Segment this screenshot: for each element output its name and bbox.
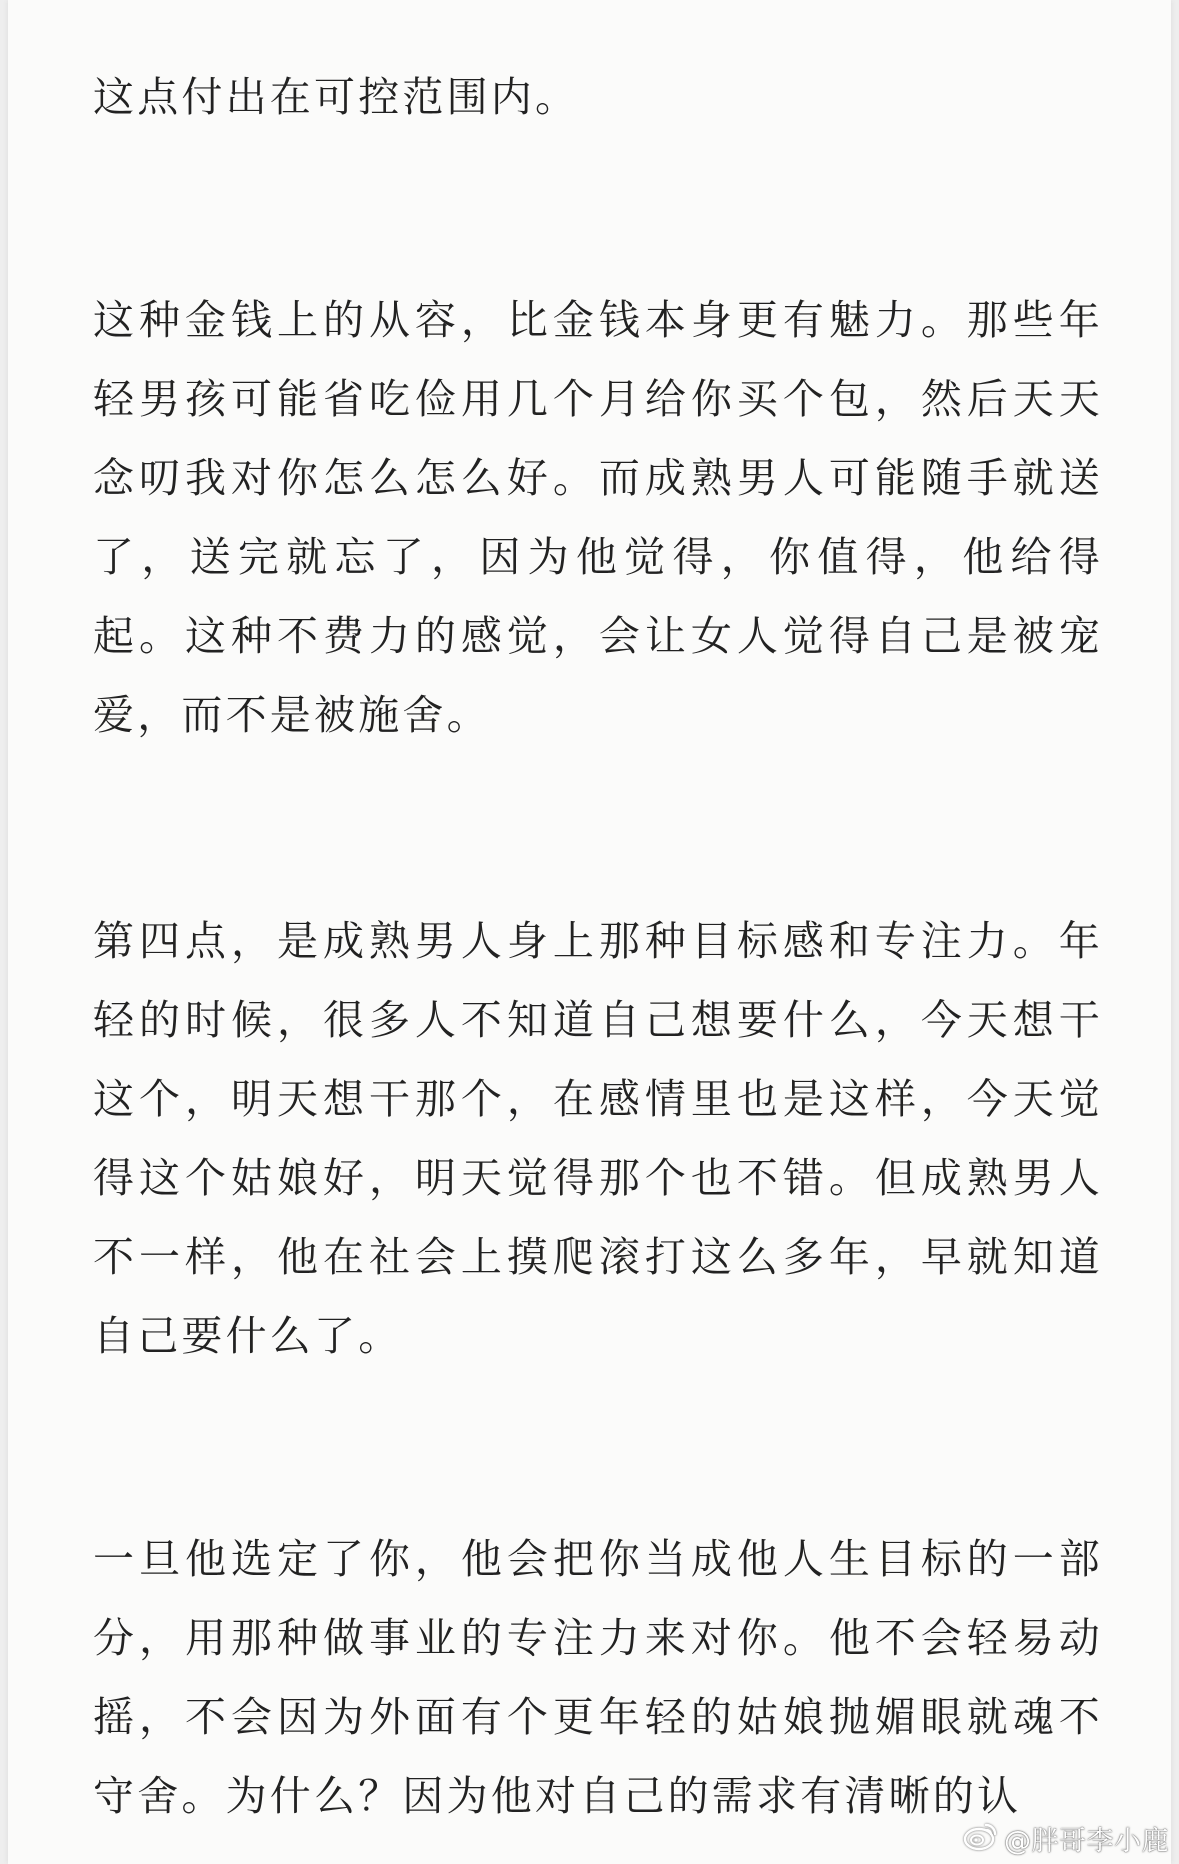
paragraph-3: 第四点，是成熟男人身上那种目标感和专注力。年轻的时候，很多人不知道自己想要什么，今天想干这个，明天想干那个，在感情里也是这样，今天觉得这个姑娘好，明天觉得那个也不错。但成熟男人不一样，他在社会上摸爬滚打这么多年，早就知道自己要什么了。 [93,917,1103,1360]
weibo-watermark [962,1818,1169,1858]
watermark-text: @胖哥李小鹿 [1004,1825,1169,1857]
weibo-icon [962,1819,1004,1858]
paragraph-4: 一旦他选定了你，他会把你当成他人生目标的一部分，用那种做事业的专注力来对你。他不会轻易动摇，不会因为外面有个更年轻的姑娘抛媚眼就魂不守舍。为什么？因为他对自己的需求有清晰的认 [93,1535,1103,1820]
article-body [93,58,1103,1836]
paragraph-2: 这种金钱上的从容，比金钱本身更有魅力。那些年轻男孩可能省吃俭用几个月给你买个包，然后天天念叨我对你怎么怎么好。而成熟男人可能随手就送了，送完就忘了，因为他觉得，你值得，他给得起。这种不费力的感觉，会让女人觉得自己是被宠爱，而不是被施舍。 [93,296,1103,739]
paragraph-1: 这点付出在可控范围内。 [93,73,580,121]
paper-page [8,0,1171,1864]
